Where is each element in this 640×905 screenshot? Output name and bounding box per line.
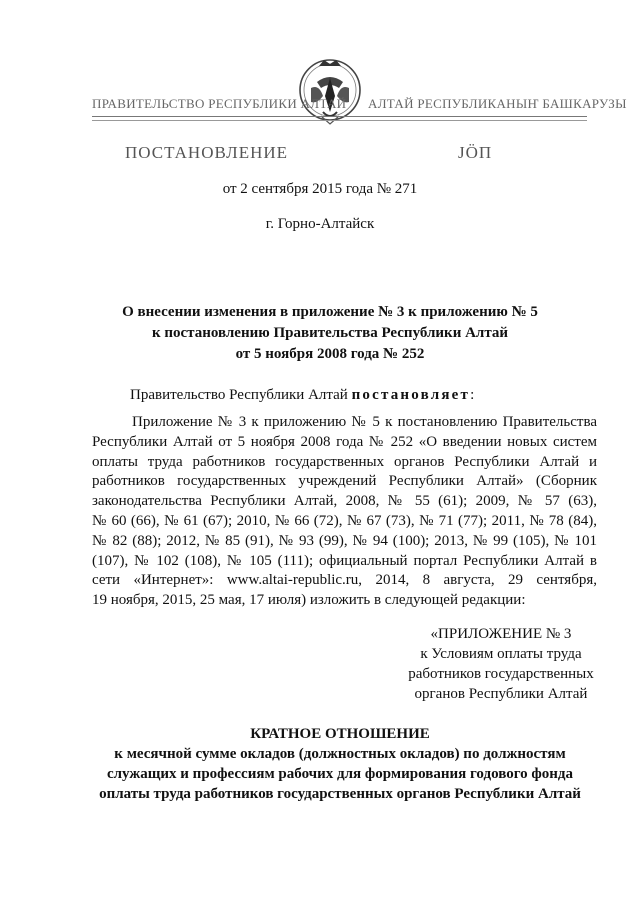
document-city: г. Горно-Алтайск <box>265 216 375 232</box>
section-title <box>40 724 640 804</box>
body-line: 19 ноября, 2015, 25 мая, 17 июля) изложить в следующей редакции: <box>92 592 526 609</box>
body-paragraph <box>92 413 597 611</box>
org-name-russian: ПРАВИТЕЛЬСТВО РЕСПУБЛИКИ АЛТАЙ <box>92 96 347 111</box>
org-name-altai: АЛТАЙ РЕСПУБЛИКАНЫҤ БАШКАРУЗЫ <box>368 96 627 111</box>
body-line: оплаты труда работников государственных органов Республики Алтай и <box>92 453 597 470</box>
appendix-line: органов Республики Алтай <box>414 686 588 702</box>
preamble-text: Правительство Республики Алтай <box>130 387 352 403</box>
section-title-line: КРАТНОЕ ОТНОШЕНИЕ <box>250 726 430 742</box>
preamble-colon: : <box>470 387 475 403</box>
body-line: № 60 (66), № 61 (67); 2010, № 66 (72), № 67 (73), № 71 (77); 2011, № 78 (84), <box>92 512 597 529</box>
republic-altai-emblem-icon <box>297 54 363 130</box>
body-line: работников государственных учреждений Республики Алтай» (Сборник <box>92 473 597 490</box>
appendix-heading <box>396 624 606 704</box>
header-rule <box>92 116 587 117</box>
body-line: Приложение № 3 к приложению № 5 к постановлению Правительства <box>132 414 597 430</box>
header-rule-thin <box>92 120 587 121</box>
section-title-line: служащих и профессиям рабочих для формирования годового фонда <box>106 766 573 782</box>
appendix-line: работников государственных <box>408 666 594 682</box>
document-date-number: от 2 сентября 2015 года № 271 <box>222 181 418 197</box>
body-line: Республики Алтай от 5 ноября 2008 года № 252 «О введении новых систем <box>92 433 597 450</box>
body-line: сети «Интернет»: www.altai-republic.ru, 2014, 8 августа, 29 сентября, <box>92 572 597 589</box>
title-line: от 5 ноября 2008 года № 252 <box>235 346 425 362</box>
appendix-line: к Условиям оплаты труда <box>420 646 582 662</box>
document-type-russian: ПОСТАНОВЛЕНИЕ <box>125 143 289 162</box>
body-line: (107), № 102 (108), № 105 (111); официальный портал Республики Алтай в <box>92 552 597 569</box>
appendix-line: «ПРИЛОЖЕНИЕ № 3 <box>430 626 572 642</box>
body-line: № 82 (88); 2012, № 85 (91), № 93 (99), № 94 (100); 2013, № 99 (105), № 101 <box>92 532 597 549</box>
document-type-altai: ЈӦП <box>458 143 493 162</box>
title-line: к постановлению Правительства Республики Алтай <box>151 325 509 341</box>
section-title-line: оплаты труда работников государственных органов Республики Алтай <box>99 786 581 802</box>
document-title <box>80 302 580 365</box>
section-title-line: к месячной сумме окладов (должностных окладов) по должностям <box>114 746 566 762</box>
preamble <box>130 387 474 404</box>
body-line: законодательства Республики Алтай, 2008, № 55 (61); 2009, № 57 (63), <box>92 493 597 510</box>
preamble-decree-word: постановляет <box>351 387 471 403</box>
title-line: О внесении изменения в приложение № 3 к приложению № 5 <box>122 304 538 320</box>
